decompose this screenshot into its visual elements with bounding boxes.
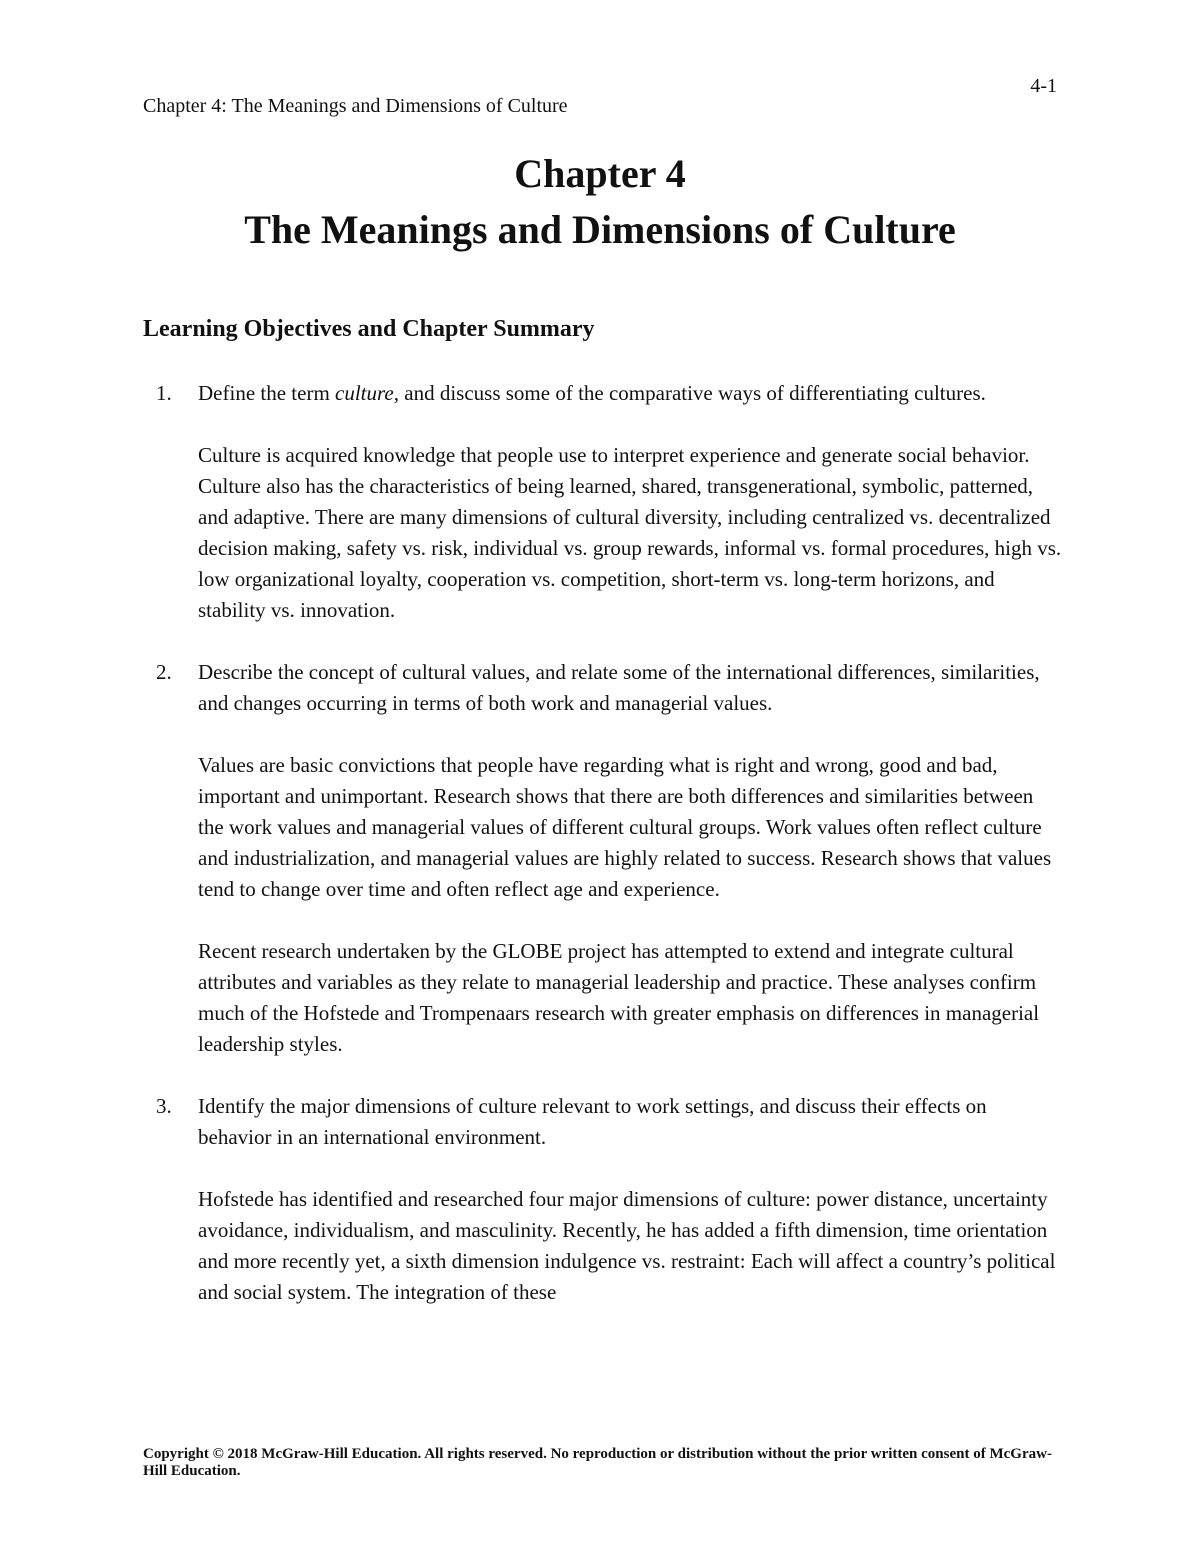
objective-text-part: Define the term — [198, 381, 336, 405]
summary-paragraph: Hofstede has identified and researched four major dimensions of culture: power distance, uncertainty avoidance, individualism, and masculinity. Recently, he has added a fifth dimension, time orientation and more recently yet, a sixth dimension indulgence vs. restraint: Each will affect a country’s political and social system. The integration of these — [198, 1187, 1056, 1304]
chapter-name-title: The Meanings and Dimensions of Culture — [244, 207, 956, 252]
summary-paragraph: Values are basic convictions that people have regarding what is right and wrong, good and bad, important and unimportant. Research shows that there are both differences and similarities between the work values and managerial values of different cultural groups. Work values often reflect culture and industrialization, and managerial values are highly related to success. Research shows that values tend to change over time and often reflect age and experience. — [198, 753, 1052, 901]
objective-text — [198, 381, 986, 405]
objective-item — [143, 657, 1063, 719]
objective-text: Identify the major dimensions of culture relevant to work settings, and discuss their effects on behavior in an international environment. — [198, 1094, 987, 1149]
objectives-list — [143, 378, 1063, 1308]
objective-number: 1. — [156, 381, 172, 405]
objective-italic-term: culture, — [335, 381, 399, 405]
page-number: 4-1 — [1030, 75, 1057, 97]
objective-item — [143, 378, 1063, 409]
objective-text-part: and discuss some of the comparative ways of differentiating cultures. — [399, 381, 986, 405]
copyright-footer: Copyright © 2018 McGraw-Hill Education. All rights reserved. No reproduction or distribution without the prior written consent of McGraw-Hill Education. — [143, 1446, 1052, 1479]
chapter-title — [0, 146, 1200, 258]
summary-paragraph: Recent research undertaken by the GLOBE project has attempted to extend and integrate cultural attributes and variables as they relate to managerial leadership and practice. These analyses confirm much of the Hofstede and Trompenaars research with greater emphasis on differences in managerial leadership styles. — [198, 939, 1040, 1056]
summary-paragraph: Culture is acquired knowledge that people use to interpret experience and generate social behavior. Culture also has the characteristics of being learned, shared, transgenerational, symbolic, patterned, and adaptive. There are many dimensions of cultural diversity, including centralized vs. decentralized decision making, safety vs. risk, individual vs. group rewards, informal vs. formal procedures, high vs. low organizational loyalty, cooperation vs. competition, short-term vs. long-term horizons, and stability vs. innovation. — [198, 443, 1062, 622]
chapter-number-title: Chapter 4 — [514, 151, 686, 196]
objective-number: 2. — [156, 660, 172, 684]
objective-item — [143, 1091, 1063, 1153]
section-heading: Learning Objectives and Chapter Summary — [143, 316, 595, 342]
running-header: Chapter 4: The Meanings and Dimensions of Culture — [143, 95, 568, 117]
objective-text: Describe the concept of cultural values, and relate some of the international differences, similarities, and changes occurring in terms of both work and managerial values. — [198, 660, 1040, 715]
objective-number: 3. — [156, 1094, 172, 1118]
